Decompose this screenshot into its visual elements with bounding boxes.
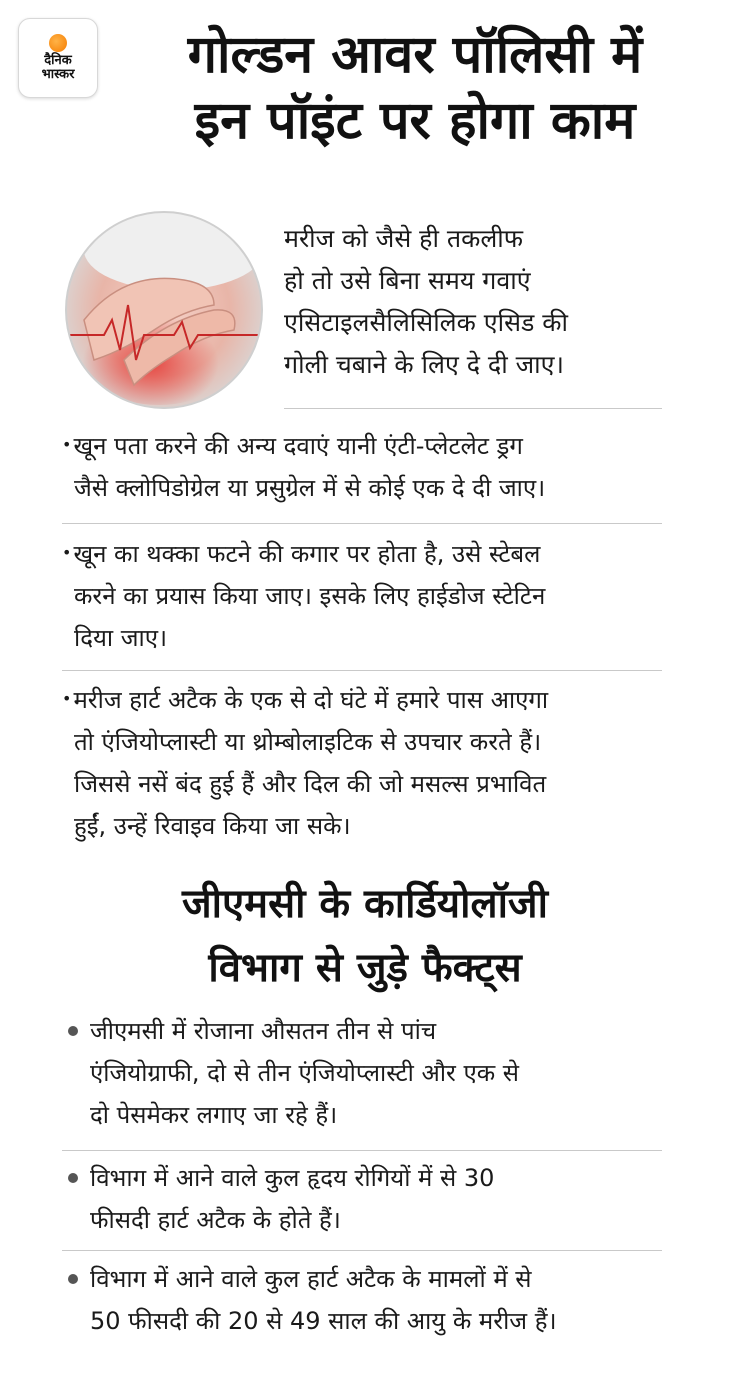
- bullet-icon: •: [62, 435, 72, 454]
- facts-heading-line-1: जीएमसी के कार्डियोलॉजी: [182, 881, 548, 927]
- bullet-icon: [68, 1026, 78, 1036]
- point-line: खून का थक्का फटने की कगार पर होता है, उसे स्टेबल: [73, 540, 541, 568]
- divider: [62, 523, 662, 524]
- intro-text: [284, 218, 664, 386]
- point-line: करने का प्रयास किया जाए। इसके लिए हाईडोज स्टेटिन: [74, 582, 546, 610]
- title-line-1: गोल्डन आवर पॉलिसी में: [187, 25, 643, 85]
- bullet-icon: [68, 1274, 78, 1284]
- intro-line: मरीज को जैसे ही तकलीफ: [284, 224, 524, 253]
- point-line: जिससे नसें बंद हुई हैं और दिल की जो मसल्स प्रभावित: [74, 770, 547, 798]
- divider: [62, 1150, 662, 1151]
- fact-item: [62, 1010, 682, 1136]
- fact-line: 50 फीसदी की 20 से 49 साल की आयु के मरीज हैं।: [90, 1307, 557, 1335]
- intro-line: एसिटाइलसैलिसिलिक एसिड की: [284, 308, 568, 337]
- point-item: [62, 678, 672, 847]
- fact-line: दो पेसमेकर लगाए जा रहे हैं।: [90, 1101, 338, 1129]
- fact-line: एंजियोग्राफी, दो से तीन एंजियोप्लास्टी और एक से: [90, 1059, 520, 1087]
- point-line: जैसे क्लोपिडोग्रेल या प्रसुग्रेल में से कोई एक दे दी जाए।: [74, 474, 546, 502]
- divider: [62, 670, 662, 671]
- facts-heading: [30, 872, 700, 1000]
- facts-heading-line-2: विभाग से जुड़े फैक्ट्स: [208, 945, 522, 991]
- point-item: [62, 532, 672, 659]
- sun-icon: [49, 34, 67, 52]
- page-title: [110, 22, 720, 154]
- brand-logo: [18, 18, 98, 98]
- bullet-icon: [68, 1173, 78, 1183]
- bullet-icon: •: [62, 543, 72, 562]
- fact-line: जीएमसी में रोजाना औसतन तीन से पांच: [90, 1017, 437, 1045]
- divider: [284, 408, 662, 409]
- intro-line: गोली चबाने के लिए दे दी जाए।: [284, 350, 564, 379]
- fact-line: विभाग में आने वाले कुल हृदय रोगियों में से 30: [90, 1164, 495, 1192]
- heart-pain-illustration: [64, 210, 264, 410]
- point-line: दिया जाए।: [74, 624, 168, 652]
- intro-line: हो तो उसे बिना समय गवाएं: [284, 266, 531, 295]
- logo-line-1: दैनिक: [44, 53, 72, 68]
- point-line: मरीज हार्ट अटैक के एक से दो घंटे में हमारे पास आएगा: [73, 686, 549, 714]
- point-line: खून पता करने की अन्य दवाएं यानी एंटी-प्लेटलेट ड्रग: [73, 432, 523, 460]
- point-line: तो एंजियोप्लास्टी या थ्रोम्बोलाइटिक से उपचार करते हैं।: [74, 728, 542, 756]
- bullet-icon: •: [62, 689, 72, 708]
- fact-line: विभाग में आने वाले कुल हार्ट अटैक के मामलों में से: [90, 1265, 532, 1293]
- logo-line-2: भास्कर: [41, 67, 75, 82]
- fact-item: [62, 1157, 682, 1241]
- point-line: हुईं, उन्हें रिवाइव किया जा सके।: [74, 812, 351, 840]
- fact-line: फीसदी हार्ट अटैक के होते हैं।: [90, 1206, 341, 1234]
- point-item: [62, 424, 672, 509]
- divider: [62, 1250, 662, 1251]
- fact-item: [62, 1258, 682, 1342]
- title-line-2: इन पॉइंट पर होगा काम: [194, 91, 636, 151]
